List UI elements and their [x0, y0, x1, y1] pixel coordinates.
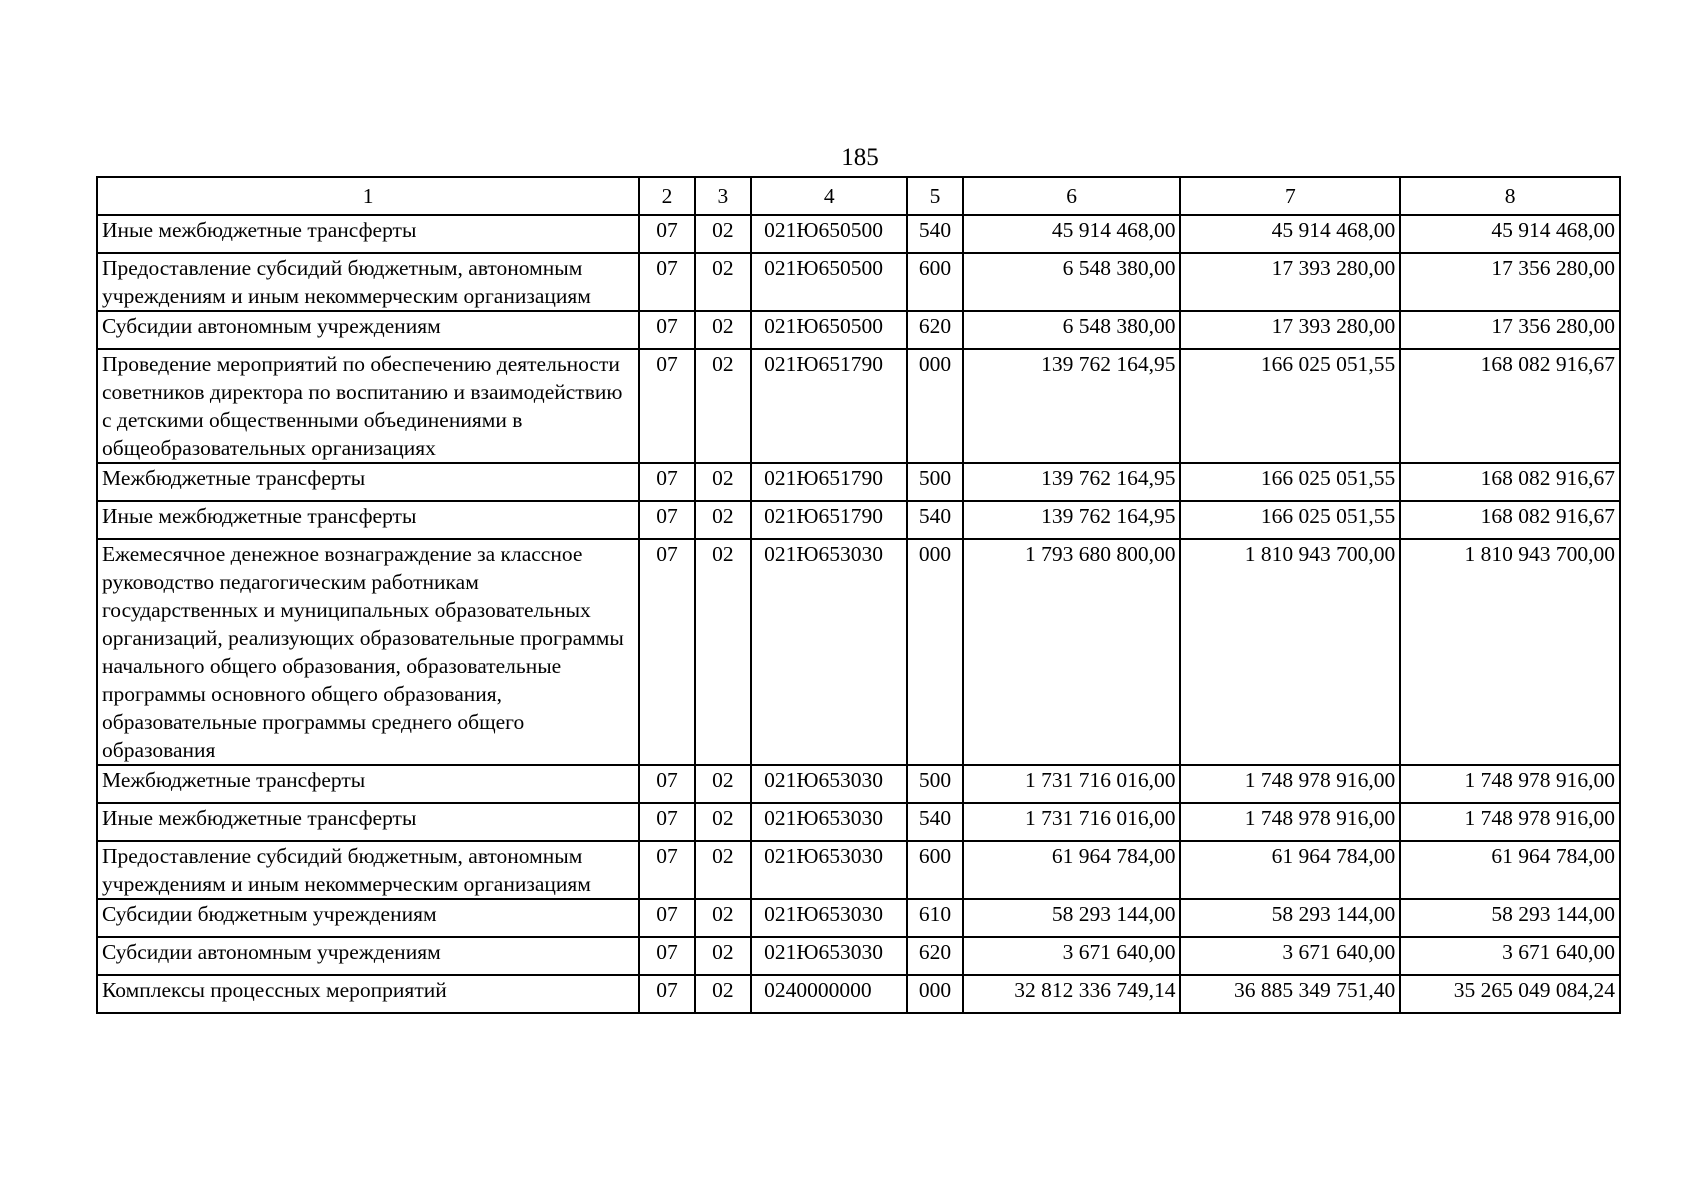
table-row [97, 311, 1620, 349]
expense-type-code: 500 [907, 765, 962, 803]
subsection-code: 02 [695, 899, 751, 937]
expense-type-code: 500 [907, 463, 962, 501]
expense-type-code: 600 [907, 253, 962, 311]
table-row [97, 253, 1620, 311]
column-header: 2 [639, 177, 694, 215]
amount-col-6: 139 762 164,95 [963, 463, 1181, 501]
target-article-code: 021Ю650500 [751, 253, 907, 311]
section-code: 07 [639, 899, 694, 937]
expense-type-code: 000 [907, 349, 962, 463]
amount-col-6: 1 793 680 800,00 [963, 539, 1181, 765]
row-name: Межбюджетные трансферты [97, 765, 639, 803]
target-article-code: 021Ю651790 [751, 349, 907, 463]
row-name: Предоставление субсидий бюджетным, автономным учреждениям и иным некоммерческим организациям [97, 841, 639, 899]
row-name: Иные межбюджетные трансферты [97, 215, 639, 253]
amount-col-6: 6 548 380,00 [963, 311, 1181, 349]
column-header: 3 [695, 177, 751, 215]
amount-col-7: 1 748 978 916,00 [1180, 803, 1400, 841]
amount-col-8: 1 810 943 700,00 [1400, 539, 1620, 765]
target-article-code: 021Ю651790 [751, 501, 907, 539]
column-header: 8 [1400, 177, 1620, 215]
amount-col-7: 166 025 051,55 [1180, 349, 1400, 463]
section-code: 07 [639, 311, 694, 349]
subsection-code: 02 [695, 841, 751, 899]
amount-col-8: 35 265 049 084,24 [1400, 975, 1620, 1013]
column-header: 5 [907, 177, 962, 215]
amount-col-7: 17 393 280,00 [1180, 253, 1400, 311]
section-code: 07 [639, 501, 694, 539]
row-name: Субсидии бюджетным учреждениям [97, 899, 639, 937]
amount-col-7: 166 025 051,55 [1180, 463, 1400, 501]
amount-col-7: 17 393 280,00 [1180, 311, 1400, 349]
table-row [97, 501, 1620, 539]
table-row [97, 841, 1620, 899]
subsection-code: 02 [695, 803, 751, 841]
section-code: 07 [639, 803, 694, 841]
page-number: 185 [841, 144, 879, 171]
row-name: Иные межбюджетные трансферты [97, 501, 639, 539]
amount-col-6: 139 762 164,95 [963, 501, 1181, 539]
row-name: Межбюджетные трансферты [97, 463, 639, 501]
row-name: Предоставление субсидий бюджетным, автономным учреждениям и иным некоммерческим организациям [97, 253, 639, 311]
amount-col-6: 6 548 380,00 [963, 253, 1181, 311]
amount-col-7: 1 810 943 700,00 [1180, 539, 1400, 765]
target-article-code: 021Ю650500 [751, 215, 907, 253]
header-row [97, 177, 1620, 215]
subsection-code: 02 [695, 937, 751, 975]
amount-col-6: 32 812 336 749,14 [963, 975, 1181, 1013]
amount-col-8: 17 356 280,00 [1400, 253, 1620, 311]
subsection-code: 02 [695, 975, 751, 1013]
expense-type-code: 540 [907, 803, 962, 841]
section-code: 07 [639, 765, 694, 803]
amount-col-7: 166 025 051,55 [1180, 501, 1400, 539]
table-body [97, 215, 1620, 1013]
subsection-code: 02 [695, 311, 751, 349]
amount-col-8: 168 082 916,67 [1400, 349, 1620, 463]
table-row [97, 803, 1620, 841]
target-article-code: 021Ю651790 [751, 463, 907, 501]
target-article-code: 0240000000 [751, 975, 907, 1013]
column-header: 7 [1180, 177, 1400, 215]
amount-col-8: 3 671 640,00 [1400, 937, 1620, 975]
row-name: Субсидии автономным учреждениям [97, 311, 639, 349]
section-code: 07 [639, 937, 694, 975]
amount-col-7: 1 748 978 916,00 [1180, 765, 1400, 803]
target-article-code: 021Ю650500 [751, 311, 907, 349]
section-code: 07 [639, 975, 694, 1013]
table-row [97, 765, 1620, 803]
amount-col-6: 1 731 716 016,00 [963, 765, 1181, 803]
amount-col-8: 1 748 978 916,00 [1400, 803, 1620, 841]
column-header: 1 [97, 177, 639, 215]
table-row [97, 937, 1620, 975]
amount-col-8: 168 082 916,67 [1400, 463, 1620, 501]
subsection-code: 02 [695, 253, 751, 311]
row-name: Субсидии автономным учреждениям [97, 937, 639, 975]
section-code: 07 [639, 349, 694, 463]
row-name: Проведение мероприятий по обеспечению деятельности советников директора по воспитанию и взаимодействию с детскими общественными объединениями в общеобразовательных организациях [97, 349, 639, 463]
table-row [97, 215, 1620, 253]
amount-col-6: 139 762 164,95 [963, 349, 1181, 463]
expense-type-code: 540 [907, 501, 962, 539]
table-row [97, 463, 1620, 501]
target-article-code: 021Ю653030 [751, 765, 907, 803]
amount-col-7: 3 671 640,00 [1180, 937, 1400, 975]
amount-col-7: 45 914 468,00 [1180, 215, 1400, 253]
section-code: 07 [639, 841, 694, 899]
expense-type-code: 540 [907, 215, 962, 253]
amount-col-7: 36 885 349 751,40 [1180, 975, 1400, 1013]
expense-type-code: 600 [907, 841, 962, 899]
column-header: 6 [963, 177, 1181, 215]
amount-col-6: 61 964 784,00 [963, 841, 1181, 899]
row-name: Иные межбюджетные трансферты [97, 803, 639, 841]
amount-col-6: 58 293 144,00 [963, 899, 1181, 937]
section-code: 07 [639, 215, 694, 253]
amount-col-7: 58 293 144,00 [1180, 899, 1400, 937]
amount-col-7: 61 964 784,00 [1180, 841, 1400, 899]
target-article-code: 021Ю653030 [751, 899, 907, 937]
subsection-code: 02 [695, 349, 751, 463]
amount-col-8: 168 082 916,67 [1400, 501, 1620, 539]
subsection-code: 02 [695, 539, 751, 765]
subsection-code: 02 [695, 215, 751, 253]
column-header: 4 [751, 177, 907, 215]
target-article-code: 021Ю653030 [751, 539, 907, 765]
amount-col-8: 1 748 978 916,00 [1400, 765, 1620, 803]
expense-type-code: 620 [907, 937, 962, 975]
amount-col-6: 3 671 640,00 [963, 937, 1181, 975]
section-code: 07 [639, 253, 694, 311]
expense-type-code: 000 [907, 975, 962, 1013]
amount-col-8: 61 964 784,00 [1400, 841, 1620, 899]
row-name: Комплексы процессных мероприятий [97, 975, 639, 1013]
budget-table [96, 176, 1621, 1014]
target-article-code: 021Ю653030 [751, 841, 907, 899]
section-code: 07 [639, 539, 694, 765]
expense-type-code: 610 [907, 899, 962, 937]
expense-type-code: 000 [907, 539, 962, 765]
amount-col-6: 1 731 716 016,00 [963, 803, 1181, 841]
amount-col-8: 58 293 144,00 [1400, 899, 1620, 937]
subsection-code: 02 [695, 501, 751, 539]
table-row [97, 899, 1620, 937]
expense-type-code: 620 [907, 311, 962, 349]
table-row [97, 539, 1620, 765]
subsection-code: 02 [695, 463, 751, 501]
subsection-code: 02 [695, 765, 751, 803]
target-article-code: 021Ю653030 [751, 803, 907, 841]
table-row [97, 349, 1620, 463]
section-code: 07 [639, 463, 694, 501]
amount-col-8: 45 914 468,00 [1400, 215, 1620, 253]
row-name: Ежемесячное денежное вознаграждение за классное руководство педагогическим работникам государственных и муниципальных образовательных организаций, реализующих образовательные программы начального общего образования, образовательные программы основного общего образования, образовательные программы среднего общего образования [97, 539, 639, 765]
amount-col-8: 17 356 280,00 [1400, 311, 1620, 349]
amount-col-6: 45 914 468,00 [963, 215, 1181, 253]
target-article-code: 021Ю653030 [751, 937, 907, 975]
table-row [97, 975, 1620, 1013]
